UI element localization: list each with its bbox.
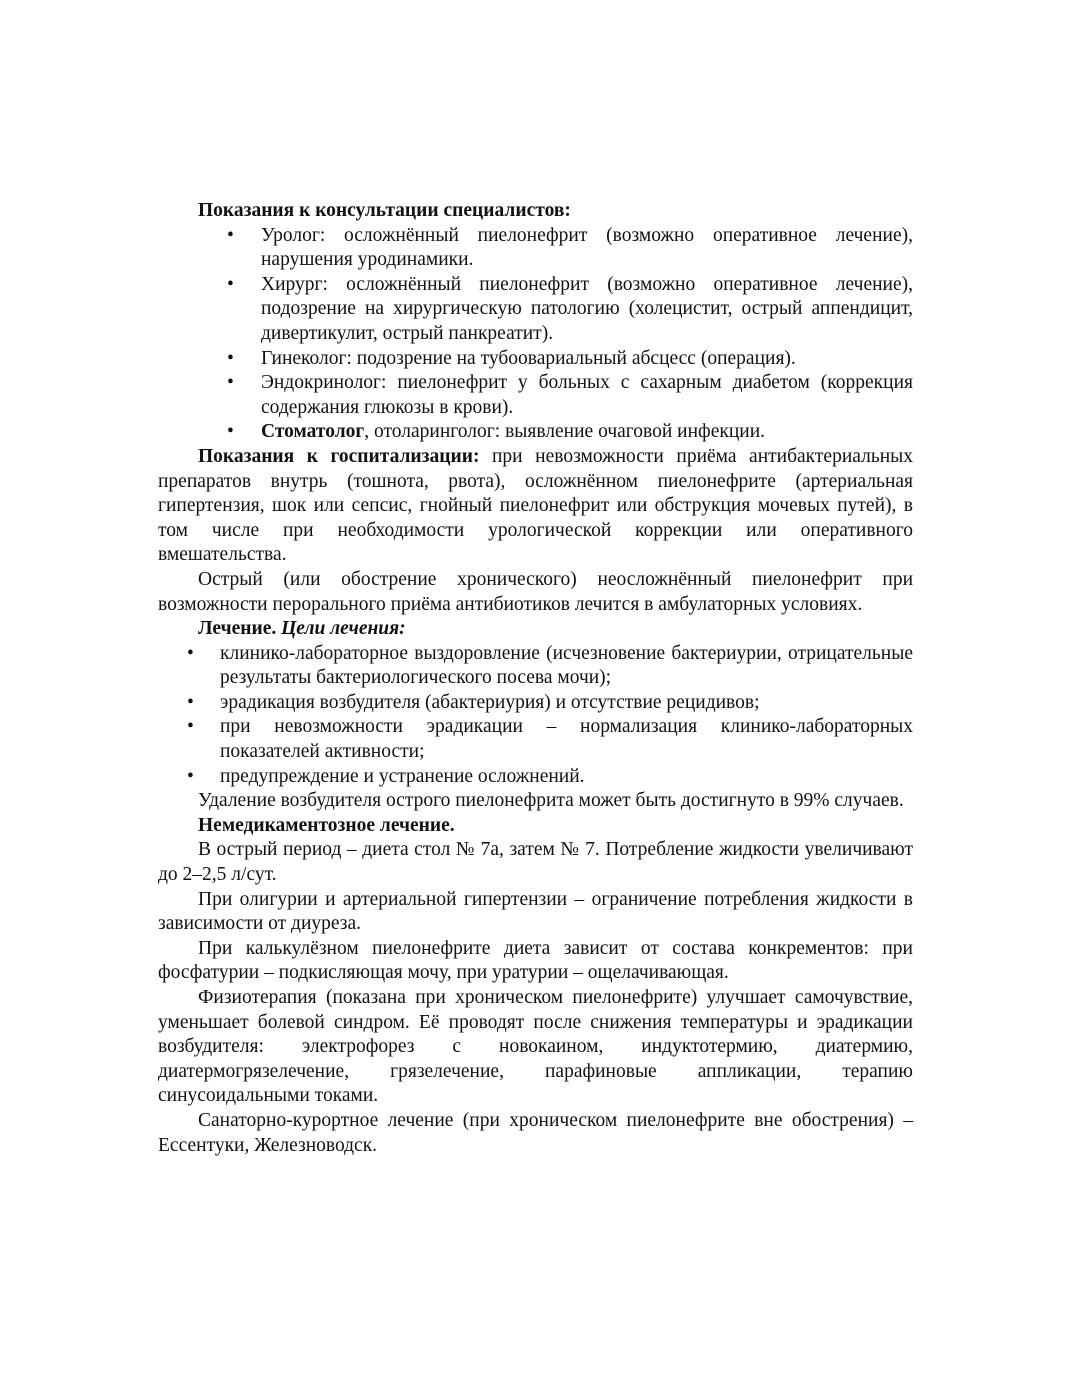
bullet-icon: • [187,642,194,664]
bullet-icon: • [227,421,234,443]
list-item: • клинико-лабораторное выздоровление (исчезновение бактериурии, отрицательные результаты бактериологического посева мочи); [187,642,913,689]
bullet-icon: • [227,224,234,246]
consult-lead: Стоматолог [261,421,365,443]
treatment-goals-label: Цели лечения: [281,618,406,640]
bullet-icon: • [227,273,234,295]
nondrug-paragraph: Физиотерапия (показана при хроническом пиелонефрите) улучшает самочувствие, уменьшает болевой синдром. Её проводят после снижения температуры и эрадикации возбудителя: электрофорез с новокаином, индуктотермию, диатермию, диатермогрязелечение, грязелечение, парафиновые аппликации, терапию синусоидальными токами. [158,987,913,1107]
list-item: • Эндокринолог: пиелонефрит у больных с сахарным диабетом (коррекция содержания глюкозы в крови). [227,372,913,418]
consult-list [158,224,913,445]
nondrug-heading: Немедикаментозное лечение. [198,814,455,836]
list-item: • Гинеколог: подозрение на тубоовариальный абсцесс (операция). [158,347,913,372]
bullet-icon: • [227,372,234,394]
treatment-goals-list [158,642,913,790]
list-item: • Стоматолог, отоларинголог: выявление очаговой инфекции. [158,420,913,445]
list-item: • предупреждение и устранение осложнений. [158,765,913,790]
bullet-icon: • [187,765,194,787]
consult-heading: Показания к консультации специалистов: [198,200,571,221]
bullet-icon: • [227,347,234,369]
nondrug-paragraph: При калькулёзном пиелонефрите диета зависит от состава конкрементов: при фосфатурии – подкисляющая мочу, при уратурии – ощелачивающая. [158,937,913,984]
treatment-heading: Лечение. Цели лечения: [198,618,406,640]
bullet-icon: • [187,691,194,713]
outpatient-paragraph: Острый (или обострение хронического) неосложнённый пиелонефрит при возможности перорального приёма антибиотиков лечится в амбулаторных условиях. [158,568,913,615]
list-item: • Хирург: осложнённый пиелонефрит (возможно оперативное лечение), подозрение на хирургическую патологию (холецистит, острый аппендицит, дивертикулит, острый панкреатит). [227,273,913,344]
document-page [158,199,913,1158]
list-item: • Уролог: осложнённый пиелонефрит (возможно оперативное лечение), нарушения уродинамики. [227,224,913,271]
list-item: • эрадикация возбудителя (абактериурия) и отсутствие рецидивов; [158,691,913,716]
hospitalization-label: Показания к госпитализации: [198,445,480,467]
removal-paragraph: Удаление возбудителя острого пиелонефрита может быть достигнуто в 99% случаев. [198,790,904,812]
nondrug-paragraph: При олигурии и артериальной гипертензии – ограничение потребления жидкости в зависимости от диуреза. [158,888,913,935]
list-item: • при невозможности эрадикации – нормализация клинико-лабораторных показателей активности; [187,716,913,763]
nondrug-paragraph: Санаторно-курортное лечение (при хроническом пиелонефрите вне обострения) – Ессентуки, Железноводск. [158,1109,913,1156]
nondrug-paragraph: В острый период – диета стол № 7а, затем № 7. Потребление жидкости увеличивают до 2–2,5 л/сут. [158,839,913,886]
bullet-icon: • [187,716,194,738]
hospitalization-paragraph: Показания к госпитализации: при невозможности приёма антибактериальных препаратов внутрь (тошнота, рвота), осложнённом пиелонефрите (артериальная гипертензия, шок или сепсис, гнойный пиелонефрит или обструкция мочевых путей), в том числе при необходимости урологической коррекции или оперативного вмешательства. [158,445,913,566]
